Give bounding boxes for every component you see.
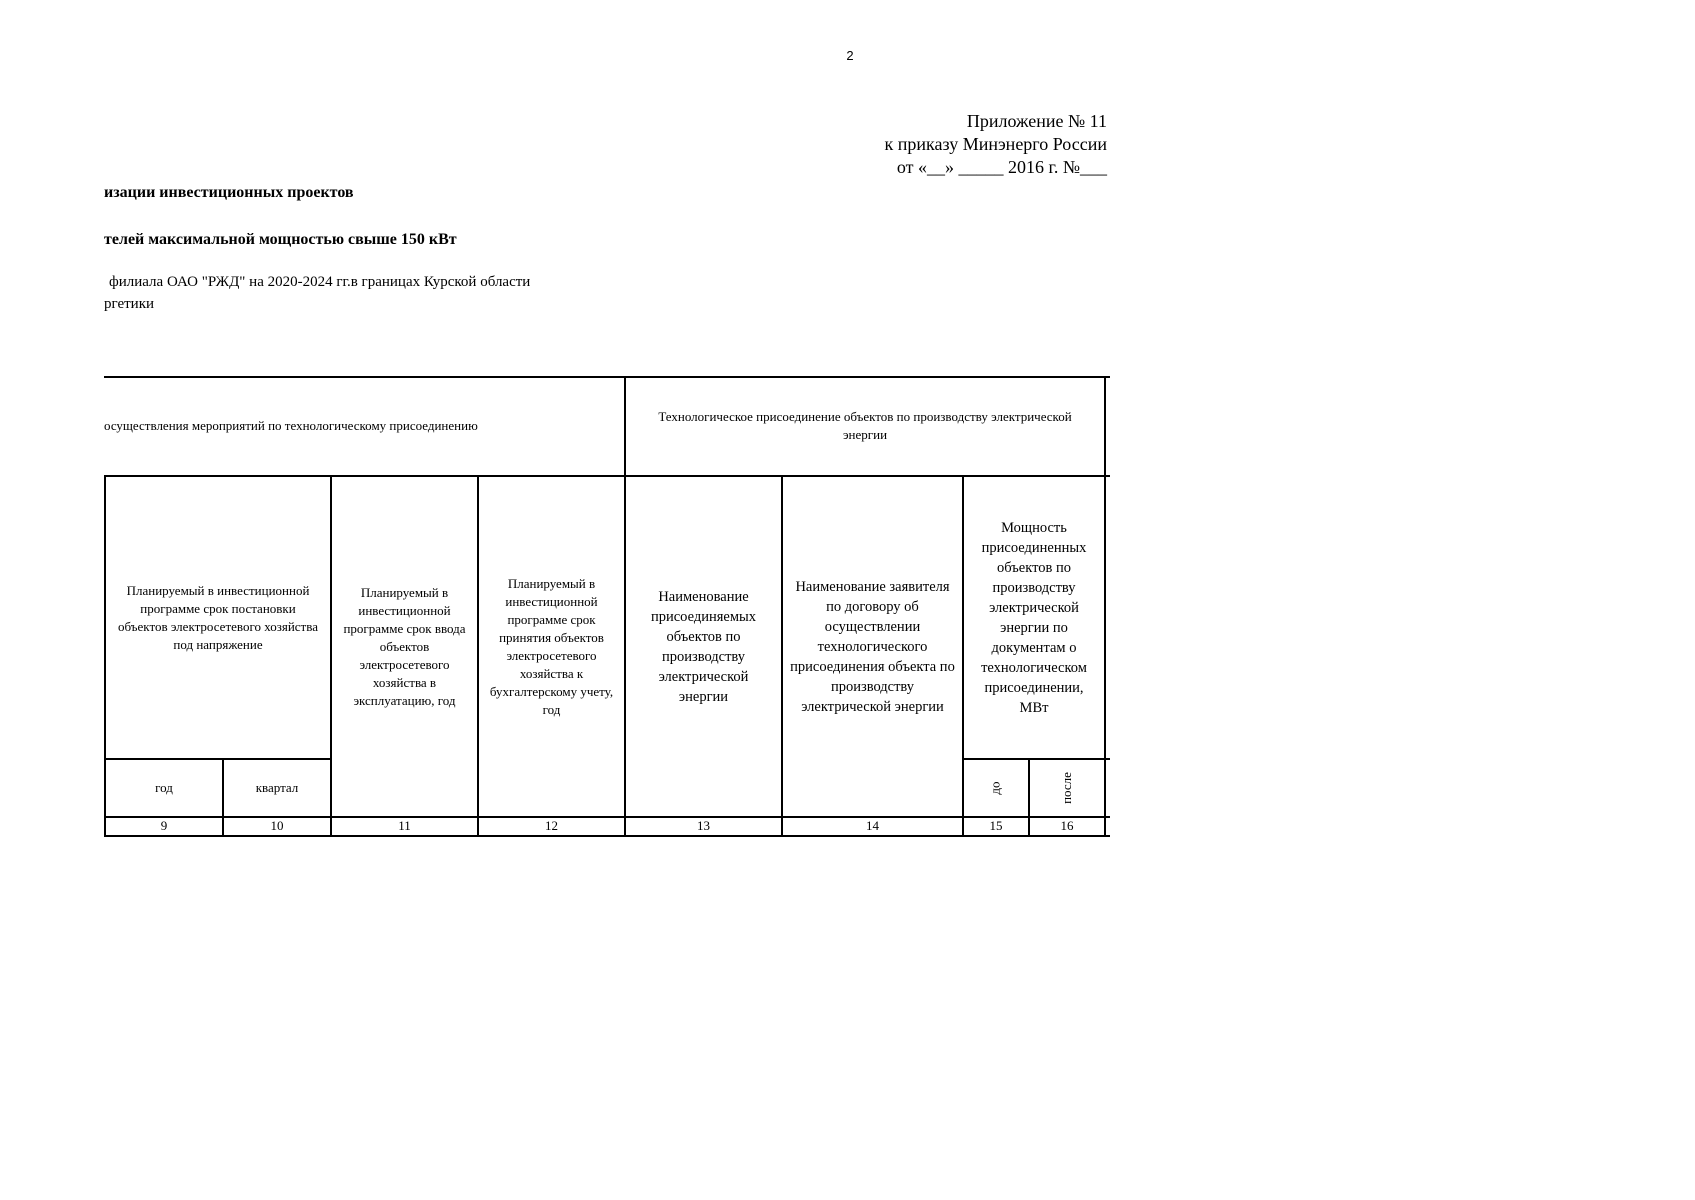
column-number-13: 13 [697, 818, 710, 833]
subcolumn-quarter: квартал [255, 780, 299, 795]
subcolumn-before [964, 760, 1028, 816]
column-header-energize-deadline: Планируемый в инвестиционной программе срок постановки объектов электросетевого хозяйства под напряжение [118, 582, 318, 652]
appendix-line-3: от «__» _____ 2016 г. №___ [896, 157, 1107, 177]
subcolumn-before-label: до [988, 781, 1003, 795]
column-number-15: 15 [989, 818, 1003, 833]
page-number: 2 [846, 48, 854, 63]
heading-line-2: телей максимальной мощностью свыше 150 кВт [104, 231, 457, 248]
group-header-generation-connection: Технологическое присоединение объектов по производству электрической энергии [658, 409, 1072, 442]
subtitle-line-1: филиала ОАО "РЖД" на 2020-2024 гг.в границах Курской области [109, 274, 531, 290]
column-header-applicant-name: Наименование заявителя по договору об осуществлении технологического присоединения объекта по производству электрической энергии [790, 578, 955, 715]
column-header-generation-objects: Наименование присоединяемых объектов по производству электрической энергии [650, 588, 757, 705]
table-line-bottom [104, 835, 1110, 837]
subcolumn-after-label: после [1059, 772, 1074, 804]
table-line-right [1104, 376, 1106, 836]
column-number-11: 11 [398, 818, 411, 833]
appendix-line-1: Приложение № 11 [966, 111, 1107, 131]
column-header-connected-capacity: Мощность присоединенных объектов по производству электрической энергии по документам о технологическом присоединении, МВт [981, 519, 1087, 716]
column-header-accounting-year: Планируемый в инвестиционной программе срок принятия объектов электросетевого хозяйства к бухгалтерскому учету, год [489, 575, 614, 717]
column-number-16: 16 [1060, 818, 1074, 833]
column-number-10: 10 [270, 818, 284, 833]
subcolumn-after [1030, 760, 1104, 816]
subtitle-line-2: ргетики [104, 296, 155, 312]
appendix-block [884, 110, 1107, 179]
column-number-9: 9 [160, 818, 168, 833]
subcolumn-year: год [155, 780, 173, 795]
heading-line-1: изации инвестиционных проектов [104, 184, 354, 201]
column-number-14: 14 [866, 818, 879, 833]
group-header-connection-measures: осуществления мероприятий по технологическому присоединению [104, 418, 478, 433]
column-header-commissioning-year: Планируемый в инвестиционной программе срок ввода объектов электросетевого хозяйства в эксплуатацию, год [343, 584, 466, 708]
column-number-12: 12 [545, 818, 558, 833]
appendix-line-2: к приказу Минэнерго России [884, 134, 1107, 154]
